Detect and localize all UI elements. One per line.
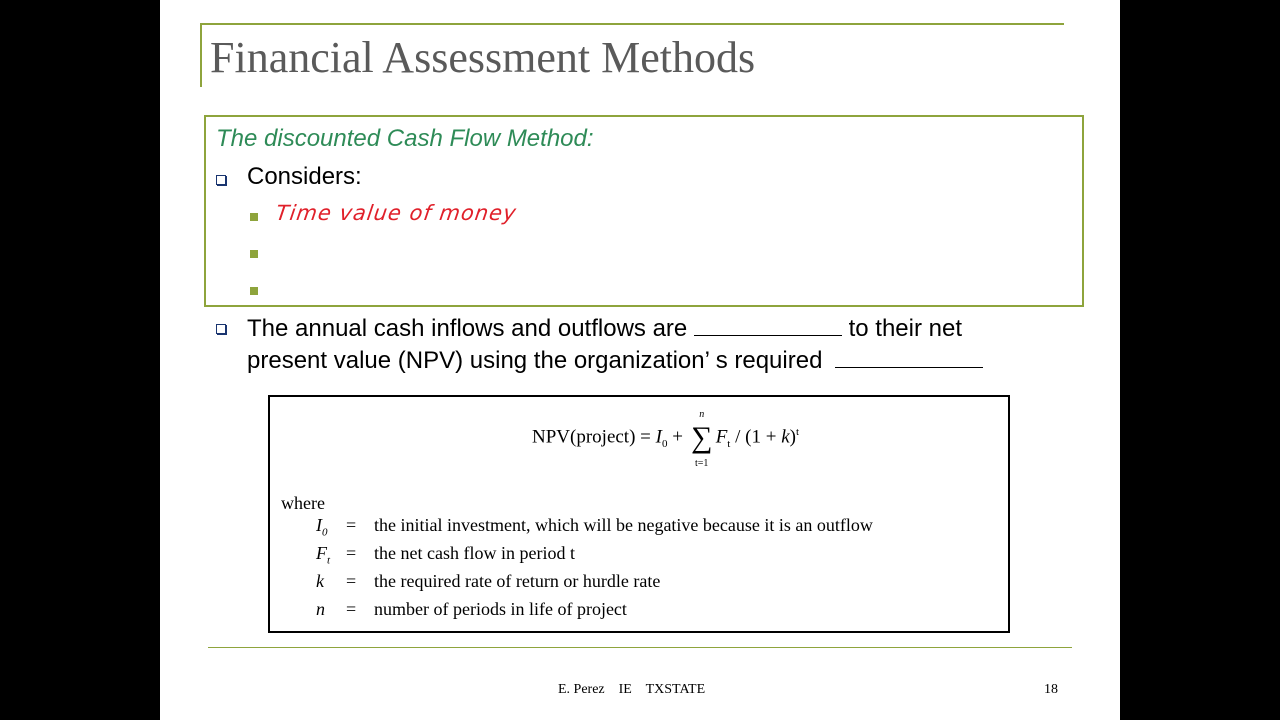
green-bullet-icon	[250, 287, 258, 295]
equals-sign: =	[346, 599, 357, 619]
sum-lower-limit: t=1	[694, 458, 709, 469]
definition-text: the net cash flow in period t	[374, 543, 575, 563]
green-bullet-icon	[250, 213, 258, 221]
paragraph-line-2-text: present value (NPV) using the organization’ s required	[247, 347, 823, 374]
definition-symbol	[316, 515, 340, 539]
symbol-letter: F	[316, 543, 327, 563]
box-heading: The discounted Cash Flow Method:	[216, 125, 594, 152]
npv-plus: +	[667, 426, 688, 448]
slide	[160, 0, 1120, 720]
npv-i0-sub: 0	[661, 438, 668, 451]
footer-divider	[208, 647, 1072, 648]
summation	[690, 409, 714, 469]
paragraph-line-1	[247, 313, 962, 343]
definition-symbol	[316, 543, 340, 567]
npv-ft-sub: t	[727, 438, 731, 451]
page-number: 18	[1044, 682, 1058, 697]
symbol-sub: 0	[322, 526, 328, 539]
slide-title: Financial Assessment Methods	[210, 33, 756, 82]
square-bullet-icon	[216, 175, 226, 185]
equals-sign: =	[346, 515, 357, 535]
definition-text: number of periods in life of project	[374, 599, 627, 619]
title-accent-line	[200, 23, 1064, 25]
npv-exponent: t	[795, 426, 800, 439]
considers-label: Considers:	[247, 163, 362, 190]
paragraph-line-1b: to their net	[848, 315, 963, 342]
npv-equation	[532, 409, 800, 469]
definition-text: the initial investment, which will be negative because it is an outflow	[374, 515, 873, 535]
dcf-method-box	[204, 115, 1084, 307]
sigma-symbol: ∑	[690, 421, 713, 454]
npv-i0: I	[655, 426, 662, 448]
definition-symbol	[316, 599, 340, 620]
sum-upper-limit: n	[699, 409, 705, 420]
symbol-letter: k	[316, 571, 324, 591]
npv-k: k	[781, 426, 790, 448]
symbol-letter: n	[316, 599, 325, 619]
square-bullet-icon	[216, 324, 226, 334]
paragraph-line-2	[247, 345, 983, 375]
symbol-letter: I	[316, 515, 322, 535]
fill-in-blank-2	[835, 345, 983, 368]
npv-formula-box	[268, 395, 1010, 633]
npv-divisor: / (1 +	[730, 426, 782, 448]
where-label: where	[281, 493, 325, 513]
handwritten-note: Time value of money	[274, 201, 519, 225]
npv-close-paren: )	[789, 426, 796, 448]
fill-in-blank-1	[694, 313, 842, 336]
definition-text: the required rate of return or hurdle rate	[374, 571, 661, 591]
title-accent-bar	[200, 23, 202, 87]
npv-ft: F	[715, 426, 728, 448]
npv-lhs: NPV(project) =	[532, 426, 656, 448]
symbol-sub: t	[327, 554, 331, 567]
equals-sign: =	[346, 543, 357, 563]
green-bullet-icon	[250, 250, 258, 258]
footer-text: E. Perez IE TXSTATE	[558, 682, 706, 697]
paragraph-line-1a: The annual cash inflows and outflows are	[247, 315, 688, 342]
equals-sign: =	[346, 571, 357, 591]
definition-symbol	[316, 571, 340, 592]
